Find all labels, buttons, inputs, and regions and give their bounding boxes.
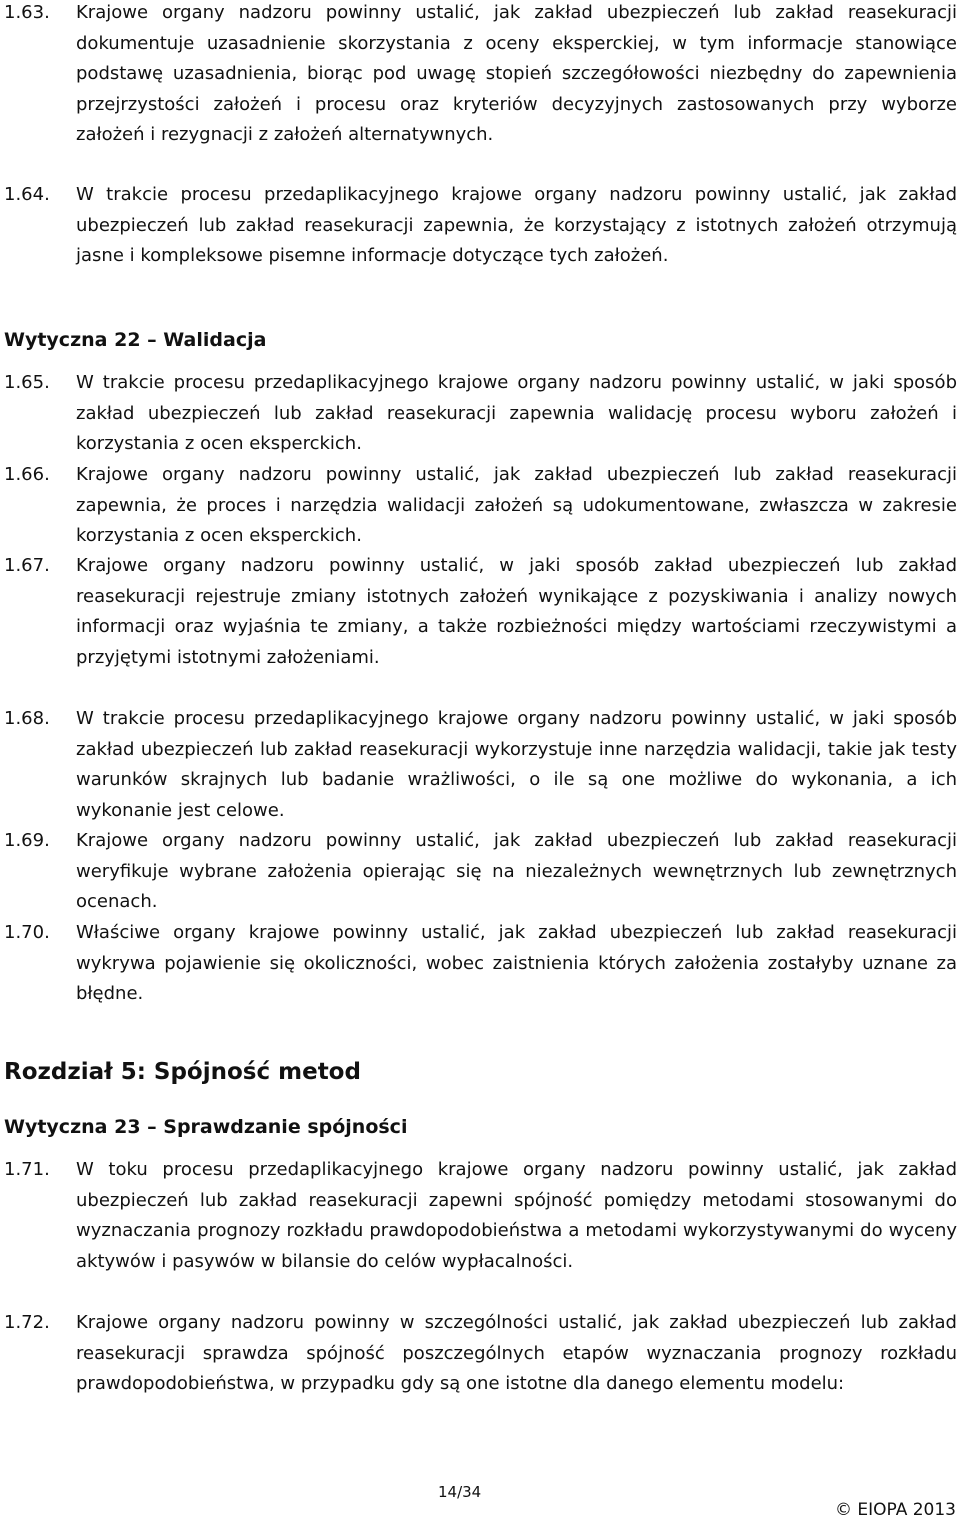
paragraph-number: 1.71. — [4, 1159, 50, 1180]
paragraph-number: 1.67. — [4, 555, 50, 576]
paragraph-text: W trakcie procesu przedaplikacyjnego krajowe organy nadzoru powinny ustalić, jak zakład ubezpieczeń lub zakład reasekuracji zapewnia, że korzystający z istotnych założeń otrzymują jasne i kompleksowe pisemne informacje dotyczące tych założeń. — [76, 184, 957, 267]
chapter-5-heading: Rozdział 5: Spójność metod — [4, 1059, 361, 1085]
paragraph-text: Krajowe organy nadzoru powinny ustalić, jak zakład ubezpieczeń lub zakład reasekuracji dokumentuje uzasadnienie skorzystania z oceny eksperckiej, w tym informacje stanowiące podstawę uzasadnienia, biorąc pod uwagę stopień szczegółowości niezbędny do zapewnienia przejrzystości założeń i procesu oraz kryteriów decyzyjnych zastosowanych przy wyborze założeń i rezygnacji z założeń alternatywnych. — [76, 2, 957, 146]
paragraph-number: 1.72. — [4, 1312, 50, 1333]
paragraph-text: W trakcie procesu przedaplikacyjnego krajowe organy nadzoru powinny ustalić, w jaki sposób zakład ubezpieczeń lub zakład reasekuracji wykorzystuje inne narzędzia walidacji, takie jak testy warunków skrajnych lub badanie wrażliwości, o ile są one możliwe do wykonania, a ich wykonanie jest celowe. — [76, 708, 957, 821]
paragraph-number: 1.69. — [4, 830, 50, 851]
paragraph-text: Krajowe organy nadzoru powinny ustalić, w jaki sposób zakład ubezpieczeń lub zakład reasekuracji rejestruje zmiany istotnych założeń wynikające z pozyskiwania i analizy nowych informacji oraz wyjaśnia te zmiany, a także rozbieżności między wartościami rzeczywistymi a przyjętymi istotnymi założeniami. — [76, 555, 957, 668]
paragraph-1-66 — [4, 460, 957, 552]
guideline-22-heading: Wytyczna 22 – Walidacja — [4, 329, 267, 351]
paragraph-text: Właściwe organy krajowe powinny ustalić, jak zakład ubezpieczeń lub zakład reasekuracji wykrywa pojawienie się okoliczności, wobec zaistnienia których założenia zostałyby uznane za błędne. — [76, 922, 957, 1005]
paragraph-1-69 — [4, 826, 957, 918]
page-number: 14/34 — [438, 1483, 482, 1501]
guideline-23-heading: Wytyczna 23 – Sprawdzanie spójności — [4, 1116, 408, 1138]
paragraph-1-65 — [4, 368, 957, 460]
paragraph-1-71 — [4, 1155, 957, 1277]
paragraph-text: Krajowe organy nadzoru powinny w szczególności ustalić, jak zakład ubezpieczeń lub zakład reasekuracji sprawdza spójność poszczególnych etapów wyznaczania prognozy rozkładu prawdopodobieństwa, w przypadku gdy są one istotne dla danego elementu modelu: — [76, 1312, 957, 1395]
paragraph-text: W toku procesu przedaplikacyjnego krajowe organy nadzoru powinny ustalić, jak zakład ubezpieczeń lub zakład reasekuracji zapewni spójność pomiędzy metodami stosowanymi do wyznaczania prognozy rozkładu prawdopodobieństwa a metodami wykorzystywanymi do wyceny aktywów i pasywów w bilansie do celów wypłacalności. — [76, 1159, 957, 1272]
copyright-notice: © EIOPA 2013 — [834, 1500, 956, 1520]
paragraph-1-70 — [4, 918, 957, 1010]
paragraph-1-63 — [4, 0, 957, 151]
paragraph-number: 1.70. — [4, 922, 50, 943]
paragraph-number: 1.66. — [4, 464, 50, 485]
paragraph-text: Krajowe organy nadzoru powinny ustalić, jak zakład ubezpieczeń lub zakład reasekuracji weryfikuje wybrane założenia opierając się na niezależnych wewnętrznych lub zewnętrznych ocenach. — [76, 830, 957, 913]
paragraph-1-64 — [4, 180, 957, 272]
paragraph-text: Krajowe organy nadzoru powinny ustalić, jak zakład ubezpieczeń lub zakład reasekuracji zapewnia, że proces i narzędzia walidacji założeń są udokumentowane, zwłaszcza w zakresie korzystania z ocen eksperckich. — [76, 464, 957, 547]
paragraph-1-68 — [4, 704, 957, 826]
paragraph-text: W trakcie procesu przedaplikacyjnego krajowe organy nadzoru powinny ustalić, w jaki sposób zakład ubezpieczeń lub zakład reasekuracji zapewnia walidację procesu wyboru założeń i korzystania z ocen eksperckich. — [76, 372, 957, 455]
paragraph-number: 1.68. — [4, 708, 50, 729]
paragraph-number: 1.63. — [4, 2, 50, 23]
paragraph-1-67 — [4, 551, 957, 673]
paragraph-number: 1.64. — [4, 184, 50, 205]
paragraph-1-72 — [4, 1308, 957, 1400]
paragraph-number: 1.65. — [4, 372, 50, 393]
